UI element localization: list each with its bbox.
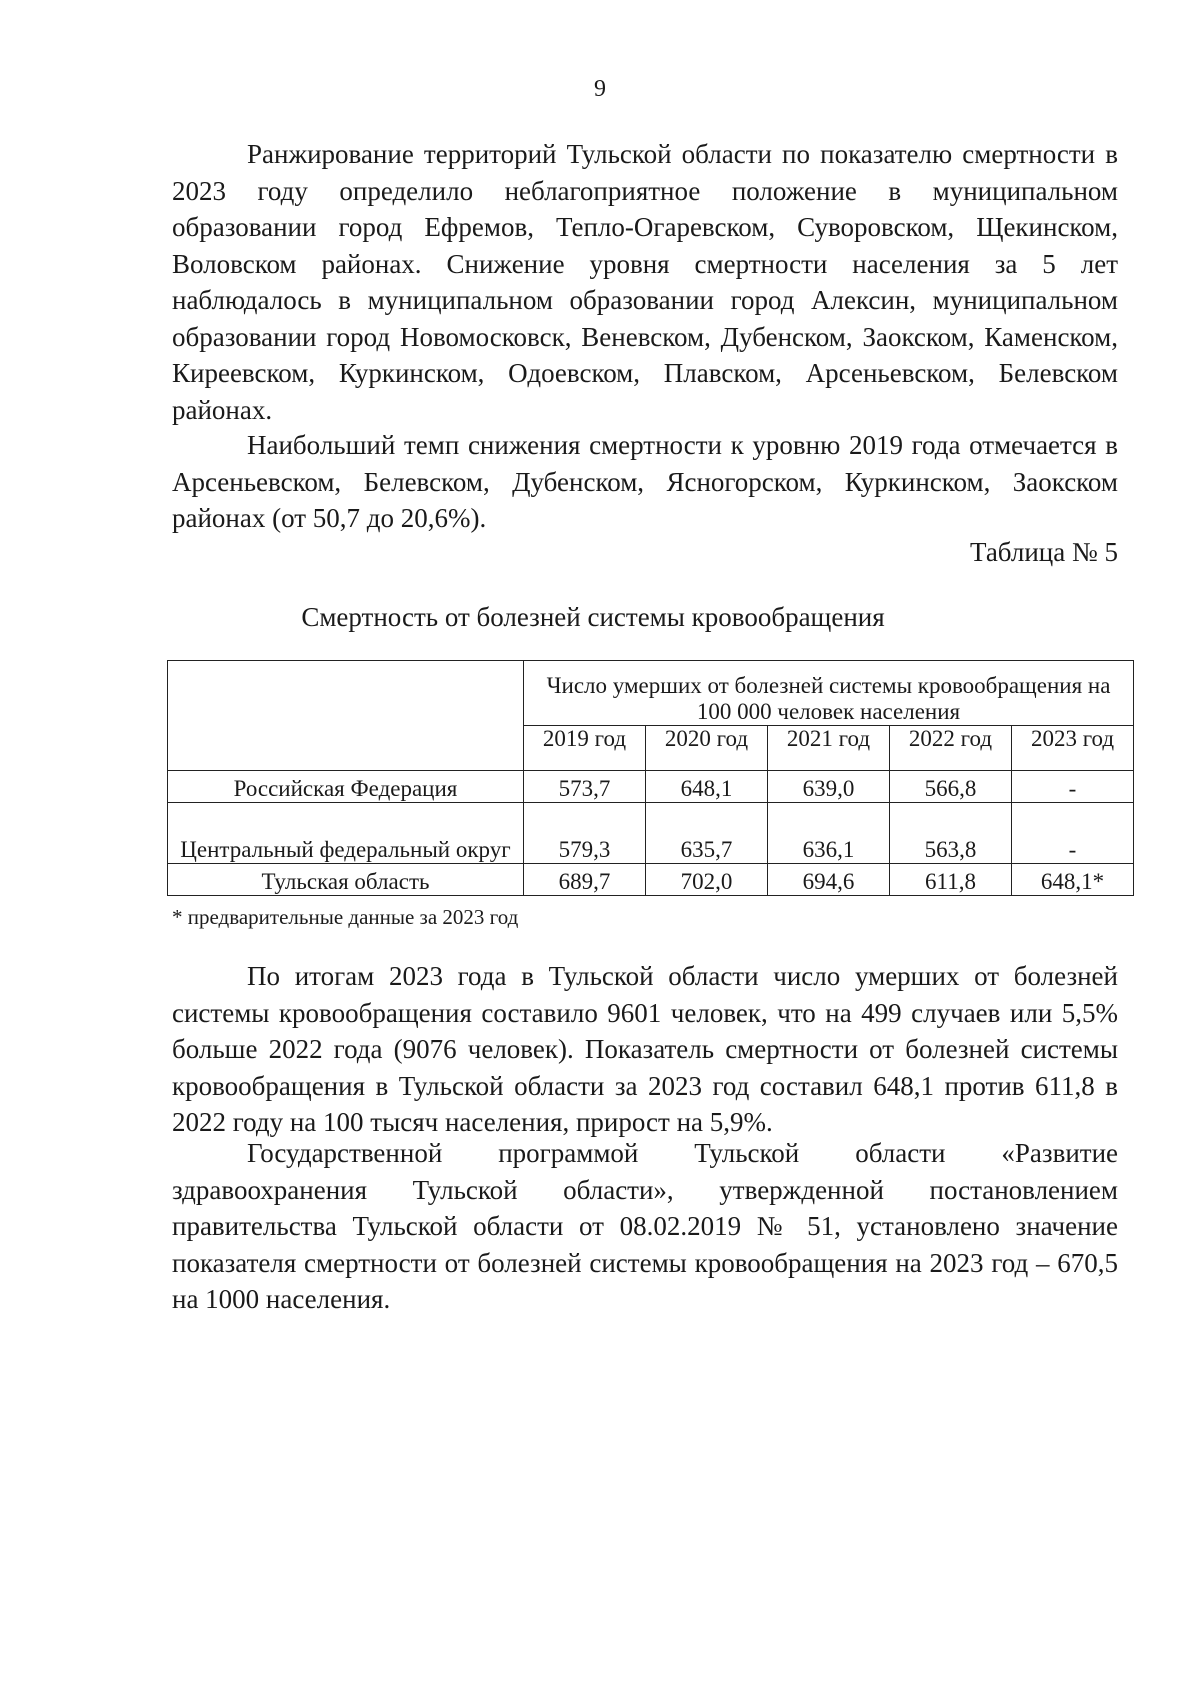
region-cell: Российская Федерация — [168, 771, 524, 803]
year-header: 2021 год — [768, 726, 890, 771]
page-number: 9 — [594, 76, 606, 102]
value-cell: - — [1012, 803, 1134, 864]
paragraph-results-2023: По итогам 2023 года в Тульской области число умерших от болезней системы кровообращения составило 9601 человек, что на 499 случаев или 5,5% больше 2022 года (9076 человек). Показатель смертности от болезней системы кровообращения в Тульской области за 2023 год составил 648,1 против 611,8 в 2022 году на 100 тысяч населения, прирост на 5,9%. — [172, 961, 1118, 1137]
paragraph-state-program: Государственной программой Тульской области «Развитие здравоохранения Тульской области», утвержденной постановлением правительства Тульской области от 08.02.2019 № 51, установлено значение показателя смертности от болезней системы кровообращения на 2023 год – 670,5 на 1000 населения. — [172, 1138, 1118, 1314]
table-group-header: Число умерших от болезней системы кровообращения на 100 000 человек населения — [524, 661, 1134, 726]
value-cell: 689,7 — [524, 864, 646, 896]
year-header: 2020 год — [646, 726, 768, 771]
table-title: Смертность от болезней системы кровообращения — [301, 602, 885, 632]
value-cell: 648,1 — [646, 771, 768, 803]
value-cell: 579,3 — [524, 803, 646, 864]
value-cell: 648,1* — [1012, 864, 1134, 896]
table-row — [168, 864, 1134, 896]
value-cell: 639,0 — [768, 771, 890, 803]
value-cell: 635,7 — [646, 803, 768, 864]
value-cell: 702,0 — [646, 864, 768, 896]
year-header: 2019 год — [524, 726, 646, 771]
mortality-table — [167, 660, 1134, 896]
year-header: 2023 год — [1012, 726, 1134, 771]
value-cell: 611,8 — [890, 864, 1012, 896]
paragraph-ranking: Ранжирование территорий Тульской области по показателю смертности в 2023 году определило неблагоприятное положение в муниципальном образовании город Ефремов, Тепло-Огаревском, Суворовском, Щекинском, Воловском районах. Снижение уровня смертности населения за 5 лет наблюдалось в муниципальном образовании город Алексин, муниципальном образовании город Новомосковск, Веневском, Дубенском, Заокском, Каменском, Киреевском, Куркинском, Одоевском, Плавском, Арсеньевском, Белевском районах. — [172, 139, 1118, 425]
value-cell: - — [1012, 771, 1134, 803]
table-row — [168, 771, 1134, 803]
region-cell: Центральный федеральный округ — [168, 803, 524, 864]
value-cell: 636,1 — [768, 803, 890, 864]
paragraph-decline-rate: Наибольший темп снижения смертности к уровню 2019 года отмечается в Арсеньевском, Белевском, Дубенском, Ясногорском, Куркинском, Заокском районах (от 50,7 до 20,6%). — [172, 430, 1118, 533]
value-cell: 566,8 — [890, 771, 1012, 803]
value-cell: 694,6 — [768, 864, 890, 896]
table-label: Таблица № 5 — [970, 537, 1118, 567]
region-header-cell — [168, 661, 524, 771]
year-header: 2022 год — [890, 726, 1012, 771]
value-cell: 573,7 — [524, 771, 646, 803]
table-row — [168, 803, 1134, 864]
value-cell: 563,8 — [890, 803, 1012, 864]
table-footnote: * предварительные данные за 2023 год — [172, 905, 519, 929]
region-cell: Тульская область — [168, 864, 524, 896]
